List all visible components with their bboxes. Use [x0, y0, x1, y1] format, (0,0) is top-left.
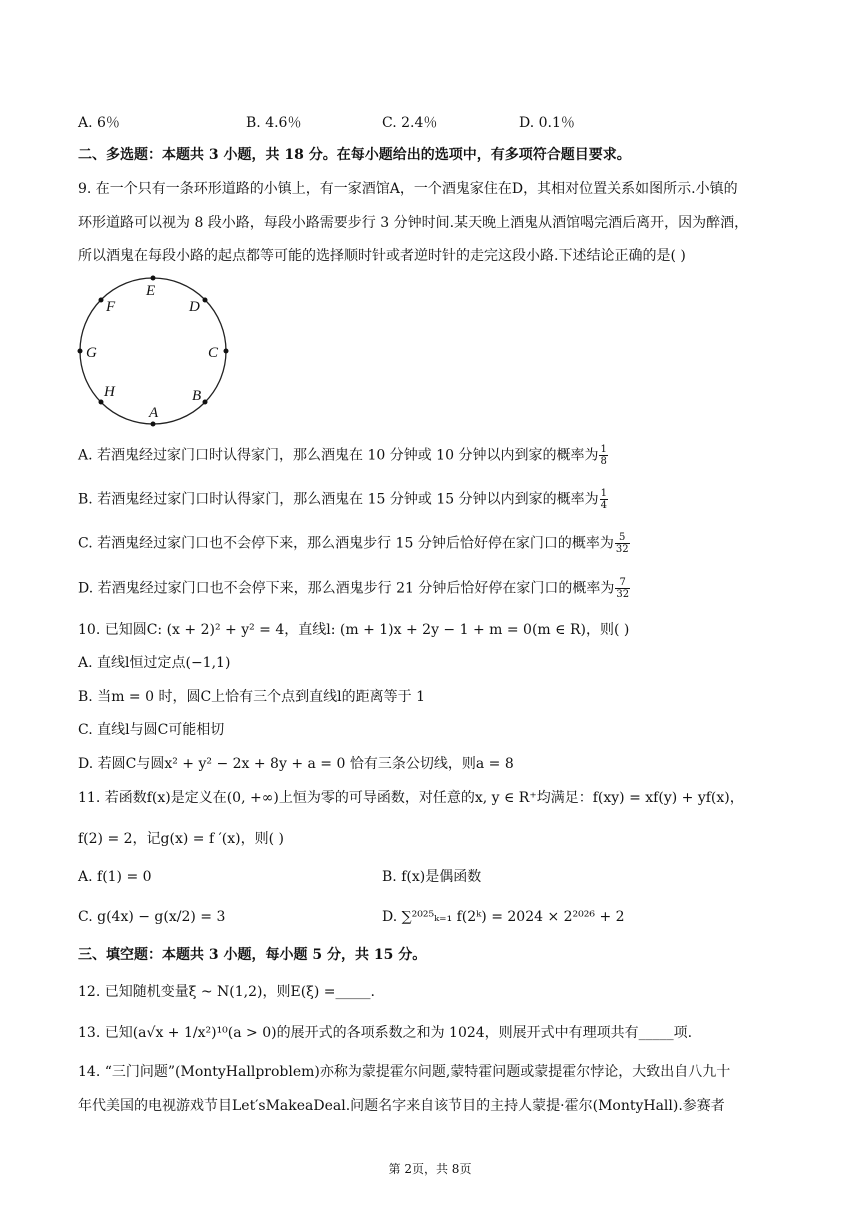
q8-option-d: D. 0.1％: [519, 115, 575, 131]
q9-option-d-text: D. 若酒鬼经过家门口也不会停下来，那么酒鬼步行 21 分钟后恰好停在家门口的概率为: [78, 580, 615, 597]
fraction-numerator: 7: [615, 577, 630, 589]
q8-option-c: C. 2.4％: [382, 115, 438, 131]
q14-line1: 14. “三门问题”(MontyHallproblem)亦称为蒙提霍尔问题,蒙特霍问题或蒙提霍尔悖论，大致出自八九十: [78, 1064, 731, 1080]
q9-option-c-fraction: [615, 532, 630, 555]
page-footer: 第 2页，共 8页: [388, 1162, 472, 1176]
point-d: [203, 298, 208, 303]
point-c: [224, 349, 229, 354]
q9-option-c-text: C. 若酒鬼经过家门口也不会停下来，那么酒鬼步行 15 分钟后恰好停在家门口的概率为: [78, 535, 614, 552]
q9-option-a: [78, 444, 608, 467]
fraction-denominator: 8: [600, 456, 607, 467]
point-e: [151, 276, 156, 281]
label-d: D: [189, 299, 200, 315]
q10-option-b: B. 当m = 0 时，圆C上恰有三个点到直线l的距离等于 1: [78, 689, 425, 705]
label-b: B: [192, 388, 202, 404]
label-g: G: [86, 345, 97, 361]
q11-option-d: D. ∑²⁰²⁵ₖ₌₁ f(2ᵏ) = 2024 × 2²⁰²⁶ + 2: [382, 909, 625, 925]
label-h: H: [104, 384, 115, 400]
point-g: [78, 349, 83, 354]
section2-header: 二、多选题：本题共 3 小题，共 18 分。在每小题给出的选项中，有多项符合题目要求。: [78, 147, 631, 163]
q9-option-b: [78, 488, 608, 511]
q14-line2: 年代美国的电视游戏节目Let′sMakeaDeal.问题名字来自该节目的主持人蒙提·霍尔(MontyHall).参赛者: [78, 1098, 725, 1114]
point-h: [99, 400, 104, 405]
q11-option-c: C. g(4x) − g(x/2) = 3: [78, 909, 226, 925]
q9-option-d-fraction: [615, 577, 630, 600]
q10-option-d: D. 若圆C与圆x² + y² − 2x + 8y + a = 0 恰有三条公切线，则a = 8: [78, 756, 514, 772]
point-f: [99, 298, 104, 303]
q8-option-b: B. 4.6％: [246, 115, 302, 131]
q9-option-c: [78, 532, 630, 555]
q9-line2: 环形道路可以视为 8 段小路，每段小路需要步行 3 分钟时间.某天晚上酒鬼从酒馆喝完酒后离开，因为醉酒，: [78, 215, 749, 231]
fraction-denominator: 32: [615, 544, 629, 555]
q9-line1: 9. 在一个只有一条环形道路的小镇上，有一家酒馆A，一个酒鬼家住在D，其相对位置关系如图所示.小镇的: [78, 181, 738, 197]
q11-option-a: A. f(1) = 0: [78, 869, 152, 885]
fraction-denominator: 4: [600, 500, 607, 511]
q10-stem: 10. 已知圆C: (x + 2)² + y² = 4，直线l: (m + 1)x + 2y − 1 + m = 0(m ∈ R)，则( ): [78, 622, 630, 638]
q11-line1: 11. 若函数f(x)是定义在(0, +∞)上恒为零的可导函数，对任意的x, y ∈ R⁺均满足：f(xy) = xf(y) + yf(x)，: [78, 790, 744, 806]
point-b: [203, 400, 208, 405]
q11-option-b: B. f(x)是偶函数: [382, 869, 482, 885]
q13: 13. 已知(a√x + 1/x²)¹⁰(a > 0)的展开式的各项系数之和为 1024，则展开式中有理项共有_____项.: [78, 1025, 693, 1041]
label-f: F: [106, 299, 116, 315]
fraction-numerator: 5: [615, 532, 630, 544]
q10-option-a: A. 直线l恒过定点(−1,1): [78, 655, 231, 671]
label-c: C: [208, 345, 219, 361]
q9-option-d: [78, 577, 630, 600]
section3-header: 三、填空题：本题共 3 小题，每小题 5 分，共 15 分。: [78, 947, 427, 963]
town-ring-road-figure: [72, 272, 237, 432]
q9-option-a-fraction: [599, 444, 607, 467]
q10-option-c: C. 直线l与圆C可能相切: [78, 722, 225, 738]
label-a: A: [149, 405, 159, 421]
fraction-numerator: 1: [600, 488, 607, 499]
q9-option-a-text: A. 若酒鬼经过家门口时认得家门，那么酒鬼在 10 分钟或 10 分钟以内到家的概率为: [78, 447, 599, 464]
label-e: E: [146, 283, 156, 299]
q9-option-b-text: B. 若酒鬼经过家门口时认得家门，那么酒鬼在 15 分钟或 15 分钟以内到家的概率为: [78, 491, 599, 508]
q9-option-b-fraction: [600, 488, 608, 511]
q12: 12. 已知随机变量ξ ~ N(1,2)，则E(ξ) =_____.: [78, 984, 375, 1000]
fraction-denominator: 32: [616, 589, 630, 600]
point-a: [151, 422, 156, 427]
fraction-numerator: 1: [600, 444, 607, 455]
q11-line2: f(2) = 2，记g(x) = f ′(x)，则( ): [78, 831, 284, 847]
q9-line3: 所以酒鬼在每段小路的起点都等可能的选择顺时针或者逆时针的走完这段小路.下述结论正确的是( ): [78, 248, 686, 264]
q8-option-a: A. 6％: [78, 115, 120, 131]
